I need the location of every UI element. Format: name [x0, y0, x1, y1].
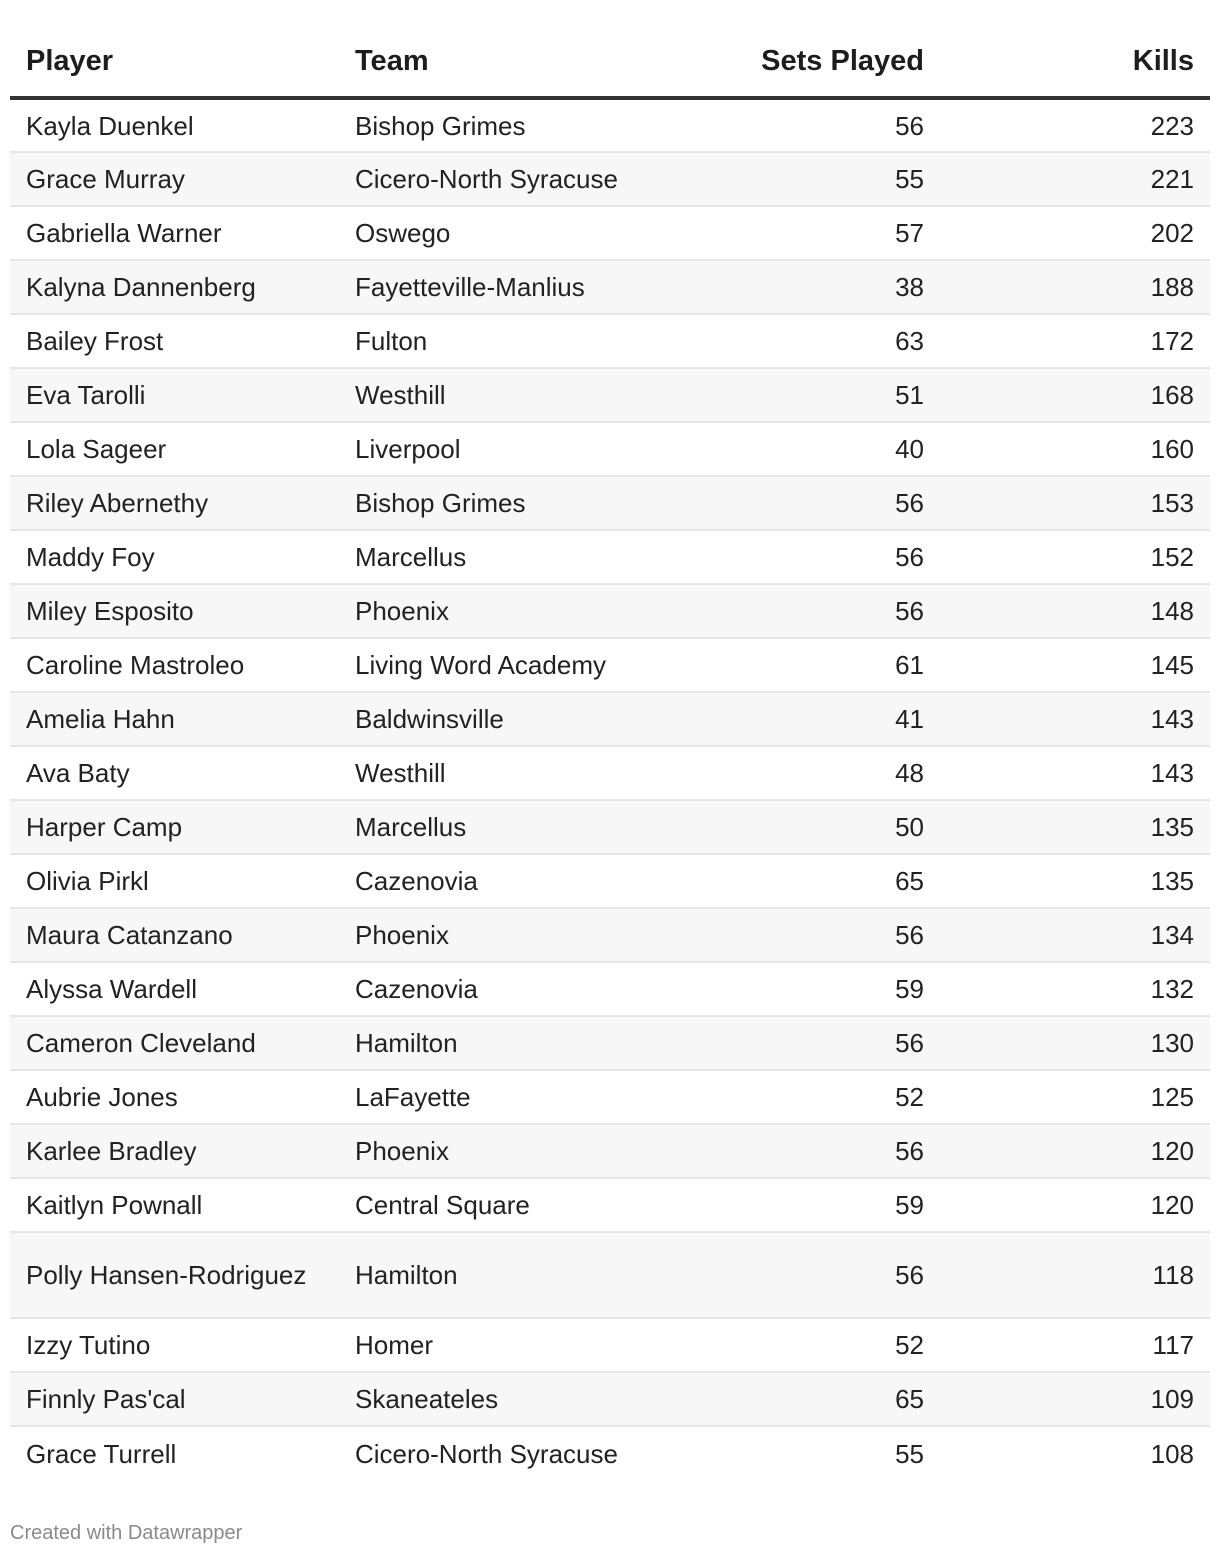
sets-played-cell: 52	[668, 1318, 940, 1372]
team-cell: Cicero-North Syracuse	[339, 152, 668, 206]
kills-cell: 221	[940, 152, 1210, 206]
team-cell: Marcellus	[339, 530, 668, 584]
team-cell: Westhill	[339, 746, 668, 800]
sets-played-cell: 63	[668, 314, 940, 368]
player-cell: Aubrie Jones	[10, 1070, 339, 1124]
team-cell: Homer	[339, 1318, 668, 1372]
kills-cell: 108	[1150, 1438, 1194, 1469]
kills-cell: 135	[940, 800, 1210, 854]
team-cell: Phoenix	[339, 584, 668, 638]
player-cell: Maddy Foy	[10, 530, 339, 584]
kills-cell: 223	[940, 98, 1210, 152]
player-cell: Gabriella Warner	[10, 206, 339, 260]
team-cell: Skaneateles	[339, 1372, 668, 1426]
player-cell: Bailey Frost	[10, 314, 339, 368]
player-cell: Ava Baty	[10, 746, 339, 800]
column-header-player[interactable]: Player	[10, 26, 339, 98]
table-row	[10, 1372, 1210, 1426]
kills-cell: 168	[940, 368, 1210, 422]
player-cell: Kalyna Dannenberg	[10, 260, 339, 314]
sets-played-cell: 56	[668, 1124, 940, 1178]
datawrapper-credit[interactable]: Created with Datawrapper	[10, 1522, 243, 1544]
team-cell: Bishop Grimes	[339, 98, 668, 152]
table-row	[10, 206, 1210, 260]
kills-cell: 148	[940, 584, 1210, 638]
team-cell: Living Word Academy	[339, 638, 668, 692]
player-cell: Grace Turrell	[26, 1438, 177, 1469]
sets-played-cell: 56	[668, 530, 940, 584]
team-cell: Baldwinsville	[339, 692, 668, 746]
sets-played-cell: 55	[895, 1438, 924, 1469]
player-cell: Cameron Cleveland	[10, 1016, 339, 1070]
kills-cell: 117	[940, 1318, 1210, 1372]
player-cell: Finnly Pas'cal	[10, 1372, 339, 1426]
team-cell: Bishop Grimes	[339, 476, 668, 530]
table-row	[10, 152, 1210, 206]
kills-cell: 120	[940, 1178, 1210, 1232]
kills-table-container	[10, 26, 1210, 1480]
kills-cell: 135	[940, 854, 1210, 908]
sets-played-cell: 56	[668, 908, 940, 962]
column-header-kills[interactable]: Kills	[940, 26, 1210, 98]
player-cell: Olivia Pirkl	[10, 854, 339, 908]
sets-played-cell: 38	[668, 260, 940, 314]
kills-cell: 130	[940, 1016, 1210, 1070]
column-header-sets-played[interactable]: Sets Played	[668, 26, 940, 98]
team-cell: Liverpool	[339, 422, 668, 476]
player-cell: Alyssa Wardell	[10, 962, 339, 1016]
sets-played-cell: 59	[668, 962, 940, 1016]
team-cell: Phoenix	[339, 1124, 668, 1178]
player-cell: Karlee Bradley	[10, 1124, 339, 1178]
player-cell: Eva Tarolli	[10, 368, 339, 422]
sets-played-cell: 41	[668, 692, 940, 746]
sets-played-cell: 65	[668, 1372, 940, 1426]
player-cell: Lola Sageer	[10, 422, 339, 476]
kills-cell: 109	[940, 1372, 1210, 1426]
table-row	[10, 1426, 1210, 1480]
table-row	[10, 692, 1210, 746]
team-cell: Fayetteville-Manlius	[339, 260, 668, 314]
sets-played-cell: 48	[668, 746, 940, 800]
kills-cell: 202	[940, 206, 1210, 260]
sets-played-cell: 56	[668, 1232, 940, 1318]
sets-played-cell: 65	[668, 854, 940, 908]
sets-played-cell: 50	[668, 800, 940, 854]
player-cell: Amelia Hahn	[10, 692, 339, 746]
kills-cell: 145	[940, 638, 1210, 692]
sets-played-cell: 55	[668, 152, 940, 206]
player-cell: Miley Esposito	[10, 584, 339, 638]
table-row	[10, 530, 1210, 584]
kills-cell: 152	[940, 530, 1210, 584]
table-row	[10, 1178, 1210, 1232]
kills-cell: 143	[940, 746, 1210, 800]
player-cell: Grace Murray	[10, 152, 339, 206]
table-row	[10, 368, 1210, 422]
kills-cell: 153	[940, 476, 1210, 530]
table-row	[10, 422, 1210, 476]
kills-cell: 134	[940, 908, 1210, 962]
table-row	[10, 1070, 1210, 1124]
team-cell: Phoenix	[339, 908, 668, 962]
sets-played-cell: 40	[668, 422, 940, 476]
team-cell: Hamilton	[339, 1232, 668, 1318]
team-cell: LaFayette	[339, 1070, 668, 1124]
sets-played-cell: 59	[668, 1178, 940, 1232]
team-cell: Westhill	[339, 368, 668, 422]
table-row	[10, 314, 1210, 368]
sets-played-cell: 52	[668, 1070, 940, 1124]
column-header-team[interactable]: Team	[339, 26, 668, 98]
kills-cell: 172	[940, 314, 1210, 368]
player-cell: Maura Catanzano	[10, 908, 339, 962]
player-cell: Caroline Mastroleo	[10, 638, 339, 692]
table-row	[10, 908, 1210, 962]
kills-cell: 143	[940, 692, 1210, 746]
sets-played-cell: 56	[668, 1016, 940, 1070]
kills-cell: 120	[940, 1124, 1210, 1178]
table-row	[10, 800, 1210, 854]
kills-cell: 125	[940, 1070, 1210, 1124]
table-row	[10, 260, 1210, 314]
kills-cell: 132	[940, 962, 1210, 1016]
team-cell: Central Square	[339, 1178, 668, 1232]
table-row	[10, 98, 1210, 152]
sets-played-cell: 56	[668, 476, 940, 530]
table-row	[10, 584, 1210, 638]
table-row	[10, 1124, 1210, 1178]
kills-cell: 118	[940, 1232, 1210, 1318]
table-row	[10, 1318, 1210, 1372]
player-cell: Polly Hansen-Rodriguez	[10, 1232, 339, 1318]
table-body	[10, 98, 1210, 1480]
team-cell: Cicero-North Syracuse	[355, 1438, 618, 1469]
player-cell: Kaitlyn Pownall	[10, 1178, 339, 1232]
kills-cell: 160	[940, 422, 1210, 476]
table-row	[10, 476, 1210, 530]
team-cell: Marcellus	[339, 800, 668, 854]
kills-table	[10, 26, 1210, 1480]
table-row	[10, 854, 1210, 908]
kills-cell: 188	[940, 260, 1210, 314]
sets-played-cell: 61	[668, 638, 940, 692]
team-cell: Hamilton	[339, 1016, 668, 1070]
team-cell: Cazenovia	[339, 854, 668, 908]
table-row	[10, 746, 1210, 800]
player-cell: Kayla Duenkel	[10, 98, 339, 152]
table-row	[10, 638, 1210, 692]
team-cell: Fulton	[339, 314, 668, 368]
player-cell: Riley Abernethy	[10, 476, 339, 530]
sets-played-cell: 56	[668, 98, 940, 152]
team-cell: Cazenovia	[339, 962, 668, 1016]
table-row	[10, 1016, 1210, 1070]
sets-played-cell: 56	[668, 584, 940, 638]
player-cell: Izzy Tutino	[10, 1318, 339, 1372]
header-row	[10, 26, 1210, 98]
table-row	[10, 1232, 1210, 1318]
team-cell: Oswego	[339, 206, 668, 260]
table-header	[10, 26, 1210, 98]
sets-played-cell: 51	[668, 368, 940, 422]
sets-played-cell: 57	[668, 206, 940, 260]
table-row	[10, 962, 1210, 1016]
player-cell: Harper Camp	[10, 800, 339, 854]
